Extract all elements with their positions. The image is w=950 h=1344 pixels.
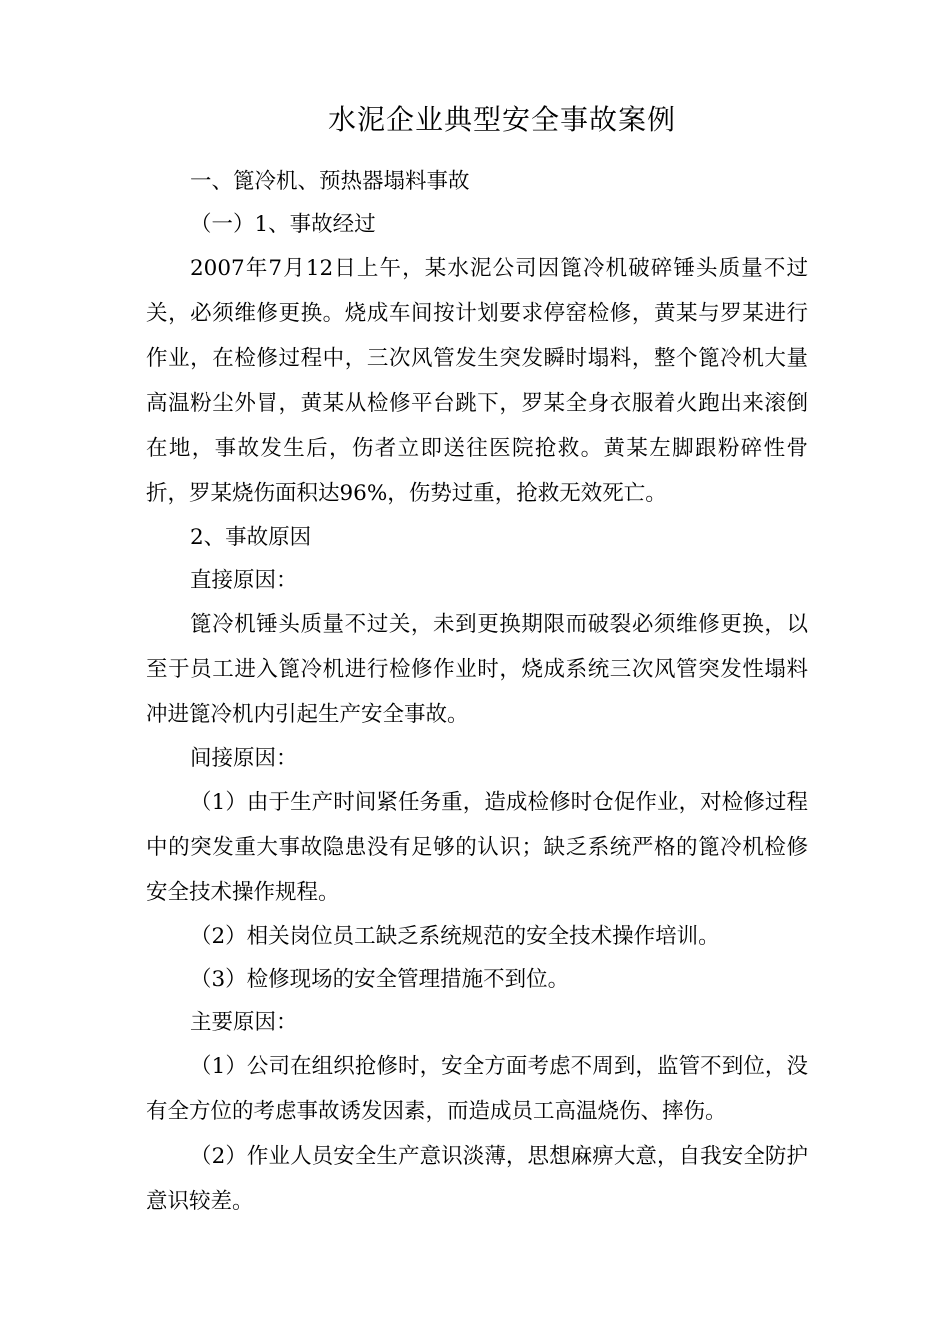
indirect-cause-item: （2）相关岗位员工缺乏系统规范的安全技术操作培训。 (190, 924, 720, 949)
accident-description-paragraph: 2007年7月12日上午，某水泥公司因篦冷机破碎锤头质量不过关，必须维修更换。烧成车间按计划要求停窑检修，黄某与罗某进行作业，在检修过程中，三次风管发生突发瞬时塌料，整个篦冷机大量高温粉尘外冒，黄某从检修平台跳下，罗某全身衣服着火跑出来滚倒在地，事故发生后，伤者立即送往医院抢救。黄某左脚跟粉碎性骨折，罗某烧伤面积达96%，伤势过重，抢救无效死亡。 (146, 256, 808, 506)
indirect-cause-item: （3）检修现场的安全管理措施不到位。 (190, 967, 570, 992)
direct-cause-paragraph: 篦冷机锤头质量不过关，未到更换期限而破裂必须维修更换，以至于员工进入篦冷机进行检修作业时，烧成系统三次风管突发性塌料冲进篦冷机内引起生产安全事故。 (146, 612, 808, 727)
cause-label: 间接原因： (190, 746, 298, 771)
section-heading: 一、篦冷机、预热器塌料事故 (190, 169, 470, 194)
main-cause-item: （1）公司在组织抢修时，安全方面考虑不周到，监管不到位，没有全方位的考虑事故诱发因素，而造成员工高温烧伤、摔伤。 (146, 1054, 808, 1124)
document-title: 水泥企业典型安全事故案例 (327, 103, 676, 136)
subsection-heading: 2、事故原因 (190, 525, 312, 550)
cause-label: 直接原因： (190, 568, 298, 593)
cause-label: 主要原因： (190, 1010, 298, 1035)
indirect-cause-item: （1）由于生产时间紧任务重，造成检修时仓促作业，对检修过程中的突发重大事故隐患没有足够的认识；缺乏系统严格的篦冷机检修安全技术操作规程。 (146, 790, 808, 905)
document-body (146, 160, 808, 1224)
subsection-heading: （一）1、事故经过 (190, 212, 376, 237)
main-cause-item: （2）作业人员安全生产意识淡薄，思想麻痹大意，自我安全防护意识较差。 (146, 1144, 808, 1214)
